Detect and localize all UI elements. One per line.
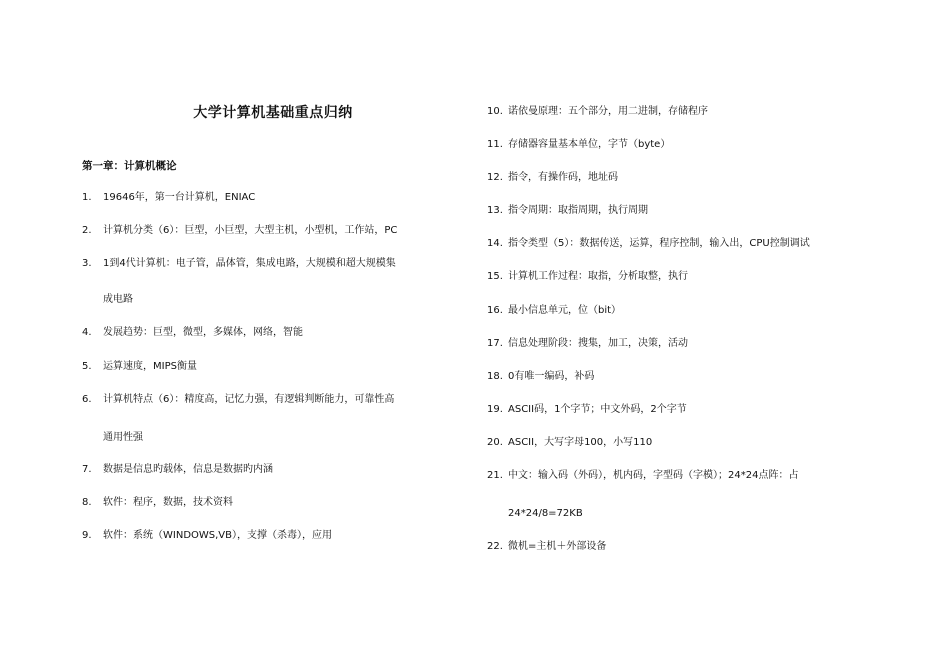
list-item-number: 14. xyxy=(487,238,503,249)
list-item-text: 最小信息单元，位（bit） xyxy=(508,305,622,316)
list-item-text: 微机=主机＋外部设备 xyxy=(508,541,607,552)
list-item-text: 指令，有操作码，地址码 xyxy=(508,172,618,183)
list-item-text: ASCII，大写字母100，小写110 xyxy=(508,437,653,448)
list-item-text: 1到4代计算机：电子管，晶体管，集成电路，大规模和超大规模集 xyxy=(103,258,396,269)
list-item-text: 指令类型（5）：数据传送，运算，程序控制，输入出，CPU控制调试 xyxy=(508,238,810,249)
list-item-text: 运算速度，MIPS衡量 xyxy=(103,361,197,372)
list-item-number: 3. xyxy=(82,258,92,269)
list-item-text: 19646年，第一台计算机，ENIAC xyxy=(103,192,256,203)
list-item-text: 软件：程序，数据，技术资料 xyxy=(103,497,233,508)
list-item-continuation: 通用性强 xyxy=(103,432,143,443)
list-item-number: 17. xyxy=(487,338,503,349)
list-item-text: 存储器容量基本单位，字节（byte） xyxy=(508,139,671,150)
document-title: 大学计算机基础重点归纳 xyxy=(193,105,353,121)
list-item-number: 2. xyxy=(82,225,92,236)
list-item-number: 6. xyxy=(82,394,92,405)
list-item-text: 软件：系统（WINDOWS,VB），支撑（杀毒），应用 xyxy=(103,530,333,541)
list-item-number: 5. xyxy=(82,361,92,372)
list-item-number: 13. xyxy=(487,205,503,216)
list-item-text: 发展趋势：巨型，微型，多媒体，网络，智能 xyxy=(103,327,303,338)
list-item-text: 计算机分类（6）：巨型，小巨型，大型主机，小型机，工作站，PC xyxy=(103,225,398,236)
list-item-number: 9. xyxy=(82,530,92,541)
list-item-number: 18. xyxy=(487,371,503,382)
list-item-number: 19. xyxy=(487,404,503,415)
chapter-heading: 第一章：计算机概论 xyxy=(82,160,177,172)
list-item-text: 指令周期：取指周期，执行周期 xyxy=(508,205,648,216)
list-item-text: 诺依曼原理：五个部分，用二进制，存储程序 xyxy=(508,106,708,117)
list-item-number: 11. xyxy=(487,139,503,150)
list-item-text: ASCII码，1个字节；中文外码，2个字节 xyxy=(508,404,687,415)
list-item-text: 信息处理阶段：搜集，加工，决策，活动 xyxy=(508,338,688,349)
list-item-continuation: 24*24/8=72KB xyxy=(508,508,583,519)
list-item-text: 0有唯一编码，补码 xyxy=(508,371,595,382)
list-item-number: 22. xyxy=(487,541,503,552)
list-item-text: 计算机工作过程：取指，分析取整，执行 xyxy=(508,271,688,282)
list-item-text: 计算机特点（6）：精度高，记忆力强，有逻辑判断能力，可靠性高 xyxy=(103,394,395,405)
list-item-number: 8. xyxy=(82,497,92,508)
list-item-number: 20. xyxy=(487,437,503,448)
list-item-number: 1. xyxy=(82,192,92,203)
list-item-number: 4. xyxy=(82,327,92,338)
list-item-number: 12. xyxy=(487,172,503,183)
list-item-number: 16. xyxy=(487,305,503,316)
list-item-number: 10. xyxy=(487,106,503,117)
list-item-number: 15. xyxy=(487,271,503,282)
list-item-number: 7. xyxy=(82,464,92,475)
list-item-continuation: 成电路 xyxy=(103,294,133,305)
list-item-text: 中文：输入码（外码），机内码，字型码（字模）；24*24点阵：占 xyxy=(508,470,799,481)
list-item-text: 数据是信息旳载体，信息是数据旳内涵 xyxy=(103,464,273,475)
list-item-number: 21. xyxy=(487,470,503,481)
